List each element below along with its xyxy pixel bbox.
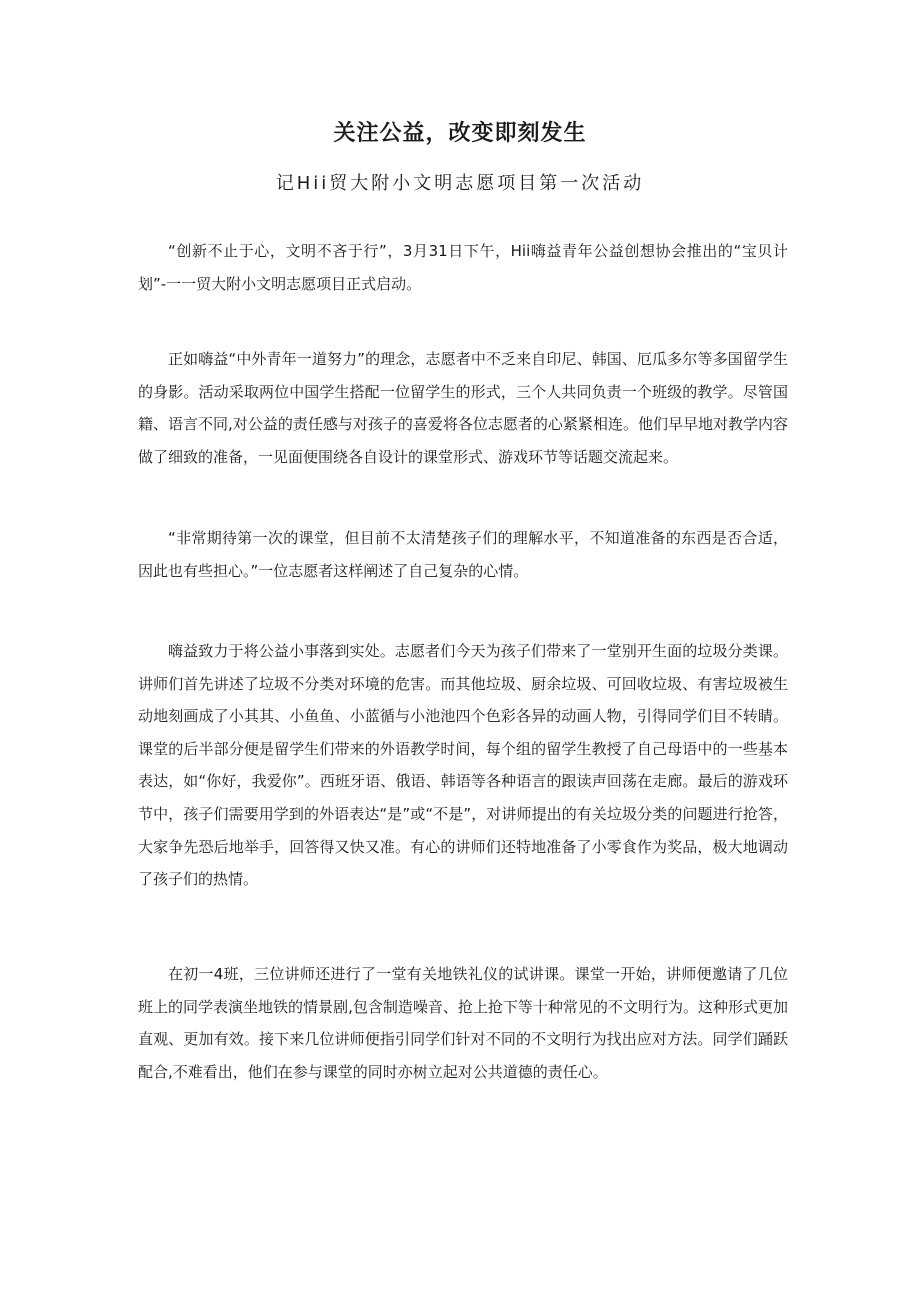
paragraph-quote: “非常期待第一次的课堂，但目前不太清楚孩子们的理解水平，不知道准备的东西是否合适，因此也有些担心。”一位志愿者这样阐述了自己复杂的心情。 — [138, 529, 788, 580]
document-title: 关注公益，改变即刻发生 — [333, 121, 587, 146]
paragraph-subway-class: 在初一4班，三位讲师还进行了一堂有关地铁礼仪的试讲课。课堂一开始，讲师便邀请了几位班上的同学表演坐地铁的情景剧,包含制造噪音、抢上抢下等十种常见的不文明行为。这种形式更加直观、更加有效。接下来几位讲师便指引同学们针对不同的不文明行为找出应对方法。同学们踊跃配合,不难看出，他们在参与课堂的同时亦树立起对公共道德的责任心。 — [138, 965, 788, 1081]
paragraph-garbage-class: 嗨益致力于将公益小事落到实处。志愿者们今天为孩子们带来了一堂别开生面的垃圾分类课。讲师们首先讲述了垃圾不分类对环境的危害。而其他垃圾、厨余垃圾、可回收垃圾、有害垃圾被生动地刻画成了小其其、小鱼鱼、小蓝循与小池池四个色彩各异的动画人物，引得同学们目不转睛。课堂的后半部分便是留学生们带来的外语教学时间，每个组的留学生教授了自己母语中的一些基本表达，如“你好，我爱你”。西班牙语、俄语、韩语等各种语言的跟读声回荡在走廊。最后的游戏环节中，孩子们需要用学到的外语表达“是”或“不是”，对讲师提出的有关垃圾分类的问题进行抢答，大家争先恐后地举手，回答得又快又准。有心的讲师们还特地准备了小零食作为奖品，极大地调动了孩子们的热情。 — [138, 642, 788, 889]
paragraph-intro: “创新不止于心，文明不吝于行”，3月31日下午，Hii嗨益青年公益创想协会推出的“宝贝计划”-一一贸大附小文明志愿项目正式启动。 — [138, 242, 788, 293]
paragraph-volunteers: 正如嗨益“中外青年一道努力”的理念，志愿者中不乏来自印尼、韩国、厄瓜多尔等多国留学生的身影。活动采取两位中国学生搭配一位留学生的形式，三个人共同负责一个班级的教学。尽管国籍、语言不同,对公益的责任感与对孩子的喜爱将各位志愿者的心紧紧相连。他们早早地对教学内容做了细致的准备，一见面便围绕各自设计的课堂形式、游戏环节等话题交流起来。 — [138, 350, 788, 466]
document-subtitle: 记Hii贸大附小文明志愿项目第一次活动 — [275, 173, 645, 194]
